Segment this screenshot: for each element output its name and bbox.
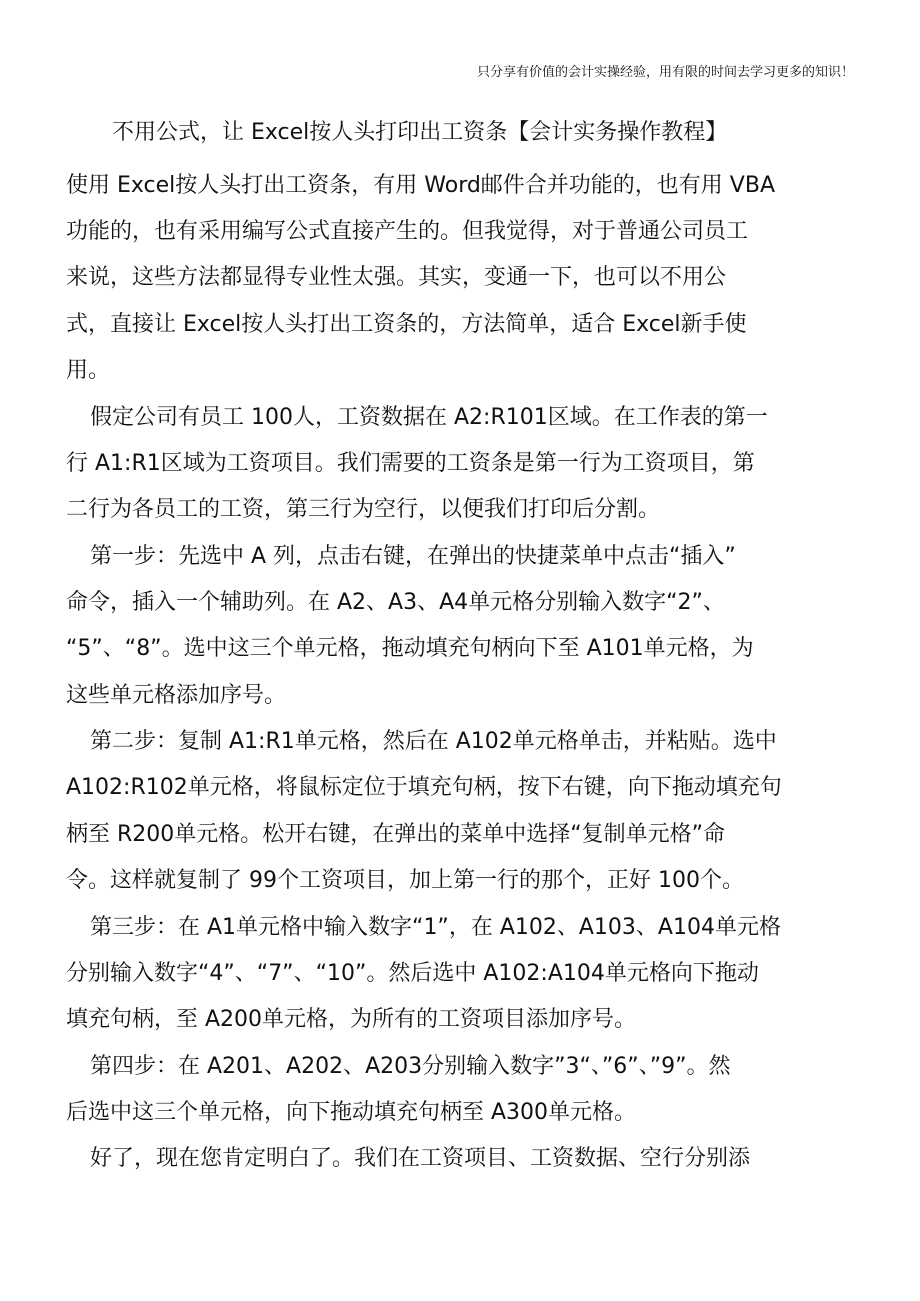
body-line: 这些单元格添加序号。 — [66, 683, 287, 708]
body-line: 好了，现在您肯定明白了。我们在工资项目、工资数据、空行分别添 — [90, 1146, 751, 1171]
body-line: 来说，这些方法都显得专业性太强。其实，变通一下，也可以不用公 — [66, 265, 727, 290]
body-line: 后选中这三个单元格，向下拖动填充句柄至 A300单元格。 — [66, 1100, 637, 1125]
body-line: 用。 — [66, 358, 111, 383]
body-line: 假定公司有员工 100人，工资数据在 A2:R101区域。在工作表的第一 — [90, 405, 768, 430]
body-line: A102:R102单元格，将鼠标定位于填充句柄，按下右键，向下拖动填充句 — [66, 775, 782, 800]
body-line: 二行为各员工的工资，第三行为空行，以便我们打印后分割。 — [66, 497, 661, 522]
body-line: 功能的，也有采用编写公式直接产生的。但我觉得，对于普通公司员工 — [66, 219, 749, 244]
body-line: 式，直接让 Excel按人头打出工资条的，方法简单，适合 Excel新手使 — [66, 312, 747, 337]
body-line: 命令，插入一个辅助列。在 A2、A3、A4单元格分别输入数字“2”、 — [66, 590, 725, 615]
body-line: 第一步：先选中 A 列，点击右键，在弹出的快捷菜单中点击“插入” — [90, 544, 736, 569]
body-line: 分别输入数字“4”、“7”、“10”。然后选中 A102:A104单元格向下拖动 — [66, 961, 759, 986]
body-line: 第三步：在 A1单元格中输入数字“1”，在 A102、A103、A104单元格 — [90, 915, 781, 940]
page-header-tagline: 只分享有价值的会计实操经验，用有限的时间去学习更多的知识！ — [476, 65, 854, 80]
article-title: 不用公式，让 Excel按人头打印出工资条【会计实务操作教程】 — [112, 120, 728, 145]
body-line: 令。这样就复制了 99个工资项目，加上第一行的那个，正好 100个。 — [66, 868, 744, 893]
body-line: 第二步：复制 A1:R1单元格，然后在 A102单元格单击，并粘贴。选中 — [90, 729, 777, 754]
body-line: 使用 Excel按人头打出工资条，有用 Word邮件合并功能的，也有用 VBA — [66, 173, 775, 198]
body-line: 填充句柄，至 A200单元格，为所有的工资项目添加序号。 — [66, 1007, 637, 1032]
body-line: 第四步：在 A201、A202、A203分别输入数字”3“、”6”、”9”。然 — [90, 1054, 731, 1079]
body-line: 柄至 R200单元格。松开右键，在弹出的菜单中选择“复制单元格”命 — [66, 822, 726, 847]
body-line: 行 A1:R1区域为工资项目。我们需要的工资条是第一行为工资项目，第 — [66, 451, 755, 476]
body-line: “5”、“8”。选中这三个单元格，拖动填充句柄向下至 A101单元格，为 — [66, 636, 754, 661]
